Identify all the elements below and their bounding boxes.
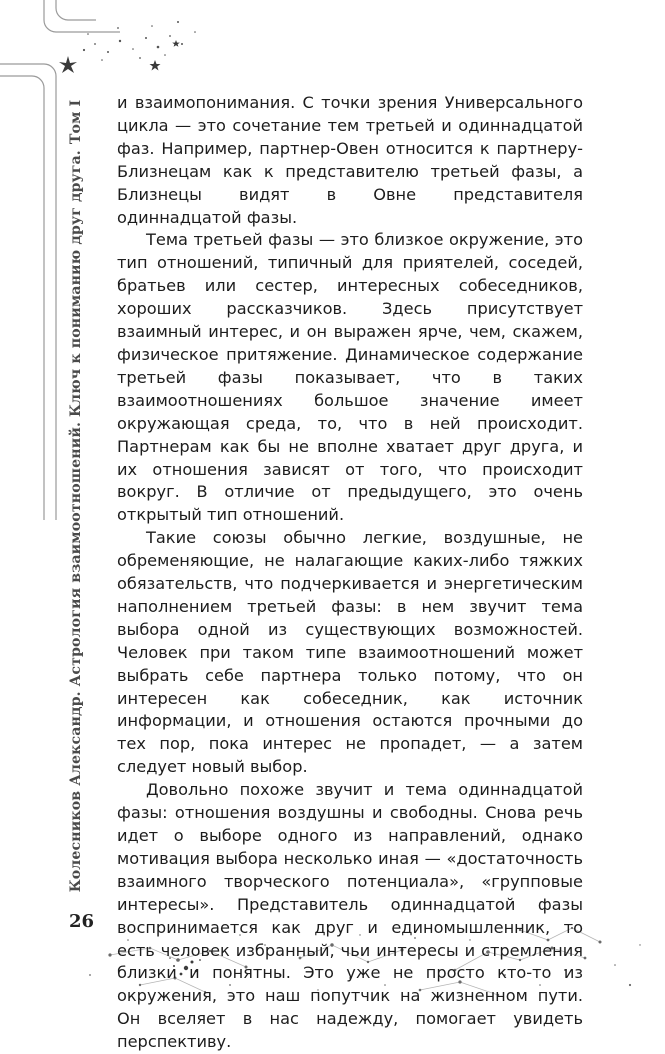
paragraph-2: Тема третьей фазы — это близкое окружение, это тип отношений, типичный для приятелей, соседей, братьев или сестер, интересных собеседников, хороших рассказчиков. Здесь присутствует взаимный интерес, и он выражен ярче, чем, скажем, физическое притяжение. Динамическое содержание третьей фазы показывает, что в таких взаимоотношениях большое значение имеет окружающая среда, то, что в ней происходит. Партнерам как бы не вполне хватает друг друга, и их отношения зависят от того, что происходит вокруг. В отличие от предыдущего, это очень открытый тип отношений. [117, 230, 583, 525]
paragraph-3: Такие союзы обычно легкие, воздушные, не обременяющие, не налагающие каких-либо тяжких обязательств, что подчеркивается и энергетическим наполнением третьей фазы: в нем звучит тема выбора одной из существующих возможностей. Человек при таком типе взаимоотношений может выбрать себе партнера только потому, что он интересен как собеседник, как источник информации, и отношения остаются прочными до тех пор, пока интерес не пропадет, — а затем следует новый выбор. [117, 528, 583, 777]
paragraph-1: и взаимопонимания. С точки зрения Универсального цикла — это сочетание тем третьей и одиннадцатой фаз. Например, партнер-Овен относится к партнеру-Близнецам как к представителю третьей фазы, а Близнецы видят в Овне представителя одиннадцатой фазы. [117, 93, 583, 227]
body-text [117, 92, 583, 1054]
star-field-top [83, 21, 196, 61]
running-head [56, 86, 96, 906]
page-number: 26 [69, 911, 95, 932]
star-icon [59, 56, 77, 73]
paragraph-4: Довольно похоже звучит и тема одиннадцатой фазы: отношения воздушны и свободны. Снова речь идет о выборе одного из направлений, однако мотивация выбора несколько иная — «достаточность взаимного творческого потенциала», «групповые интересы». Представитель одиннадцатой фазы воспринимается как друг и единомышленник, то есть человек избранный, чьи интересы и стремления близки и понятны. Это уже не просто кто-то из окружения, это наш попутчик на жизненном пути. Он вселяет в нас надежду, помогает увидеть перспективу. [117, 780, 583, 1052]
running-head-volume: Том I [68, 99, 84, 145]
running-head-title: Колесников Александр. Астрология взаимоотношений. Ключ к пониманию друг друга. [68, 150, 84, 893]
